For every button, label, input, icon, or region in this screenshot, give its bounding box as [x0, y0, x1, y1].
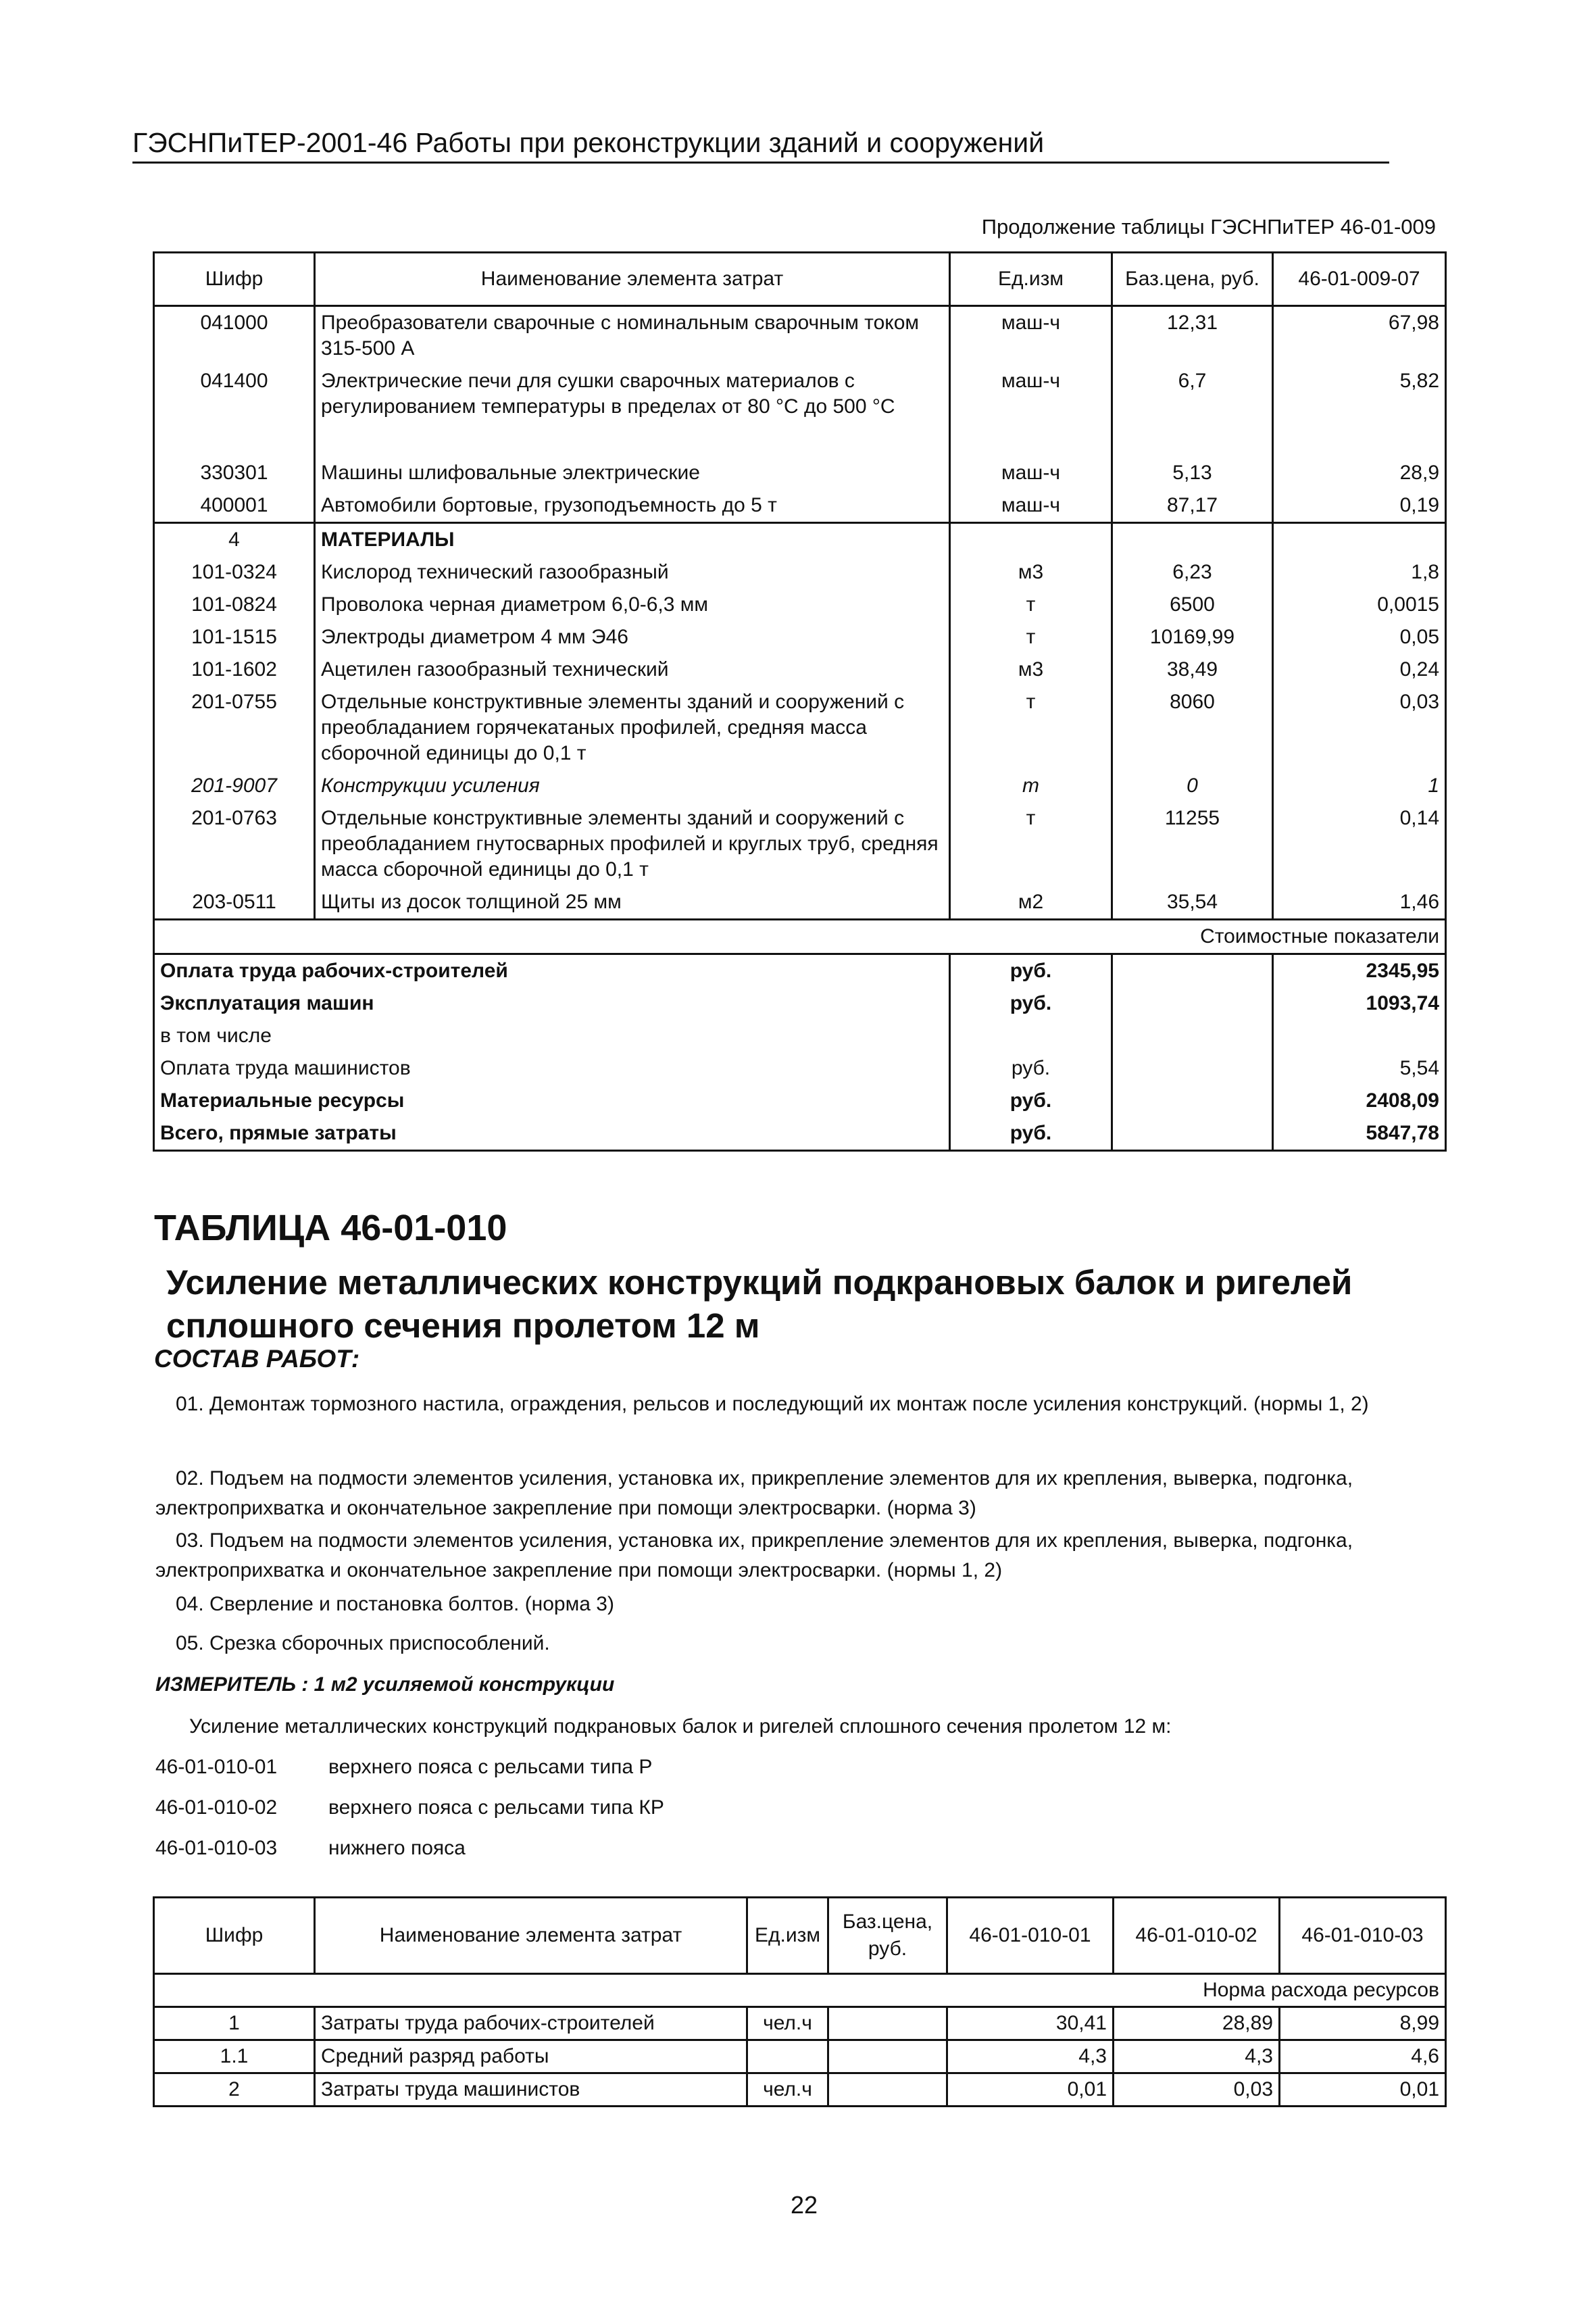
row-value-03: 0,01 [1280, 2073, 1446, 2107]
table-continuation-caption: Продолжение таблицы ГЭСНПиТЕР 46-01-009 [981, 215, 1436, 239]
row-unit: т [950, 621, 1112, 654]
total-name: Оплата труда машинистов [154, 1052, 950, 1085]
measure-value: 1 м2 усиляемой конструкции [314, 1673, 615, 1696]
row-price [828, 2040, 947, 2073]
row-value: 1 [1273, 770, 1446, 802]
row-unit: т [950, 802, 1112, 886]
row-name: Проволока черная диаметром 6,0-6,3 мм [315, 589, 950, 621]
totals-row [154, 987, 1446, 1020]
row-name: Ацетилен газообразный технический [315, 654, 950, 686]
row-price: 87,17 [1112, 489, 1273, 523]
row-name: Преобразователи сварочные с номинальным сварочным током 315-500 А [315, 306, 950, 366]
totals-row [154, 1085, 1446, 1117]
header-norm: 46-01-009-07 [1273, 253, 1446, 306]
row-code: 203-0511 [154, 886, 315, 920]
totals-row [154, 1117, 1446, 1151]
row-unit: маш-ч [950, 457, 1112, 489]
table-row [154, 489, 1446, 523]
norm-label: Норма расхода ресурсов [154, 1974, 1446, 2007]
row-code: 101-1602 [154, 654, 315, 686]
table-row [154, 365, 1446, 423]
table-spacer-row [154, 423, 1446, 457]
total-value [1273, 1020, 1446, 1052]
row-value-01: 4,3 [947, 2040, 1114, 2073]
row-price: 8060 [1112, 686, 1273, 770]
row-unit [747, 2040, 828, 2073]
row-value-01: 30,41 [947, 2007, 1114, 2040]
row-unit: маш-ч [950, 306, 1112, 366]
materials-section-row [154, 523, 1446, 557]
total-value: 1093,74 [1273, 987, 1446, 1020]
row-value: 0,05 [1273, 621, 1446, 654]
row-price: 11255 [1112, 802, 1273, 886]
variant-item [155, 1756, 652, 1779]
row-code: 041400 [154, 365, 315, 423]
row-value-03: 4,6 [1280, 2040, 1446, 2073]
row-name: Средний разряд работы [315, 2040, 747, 2073]
work-item: 01. Демонтаж тормозного настила, ограждения, рельсов и последующий их монтаж после усиления конструкций. (нормы 1, 2) [176, 1393, 1369, 1415]
totals-row [154, 1052, 1446, 1085]
header-name: Наименование элемента затрат [315, 253, 950, 306]
total-value: 2345,95 [1273, 954, 1446, 988]
total-unit: руб. [950, 1117, 1112, 1151]
work-item: 02. Подъем на подмости элементов усиления, установка их, прикрепление элементов для их крепления, выверка, подгонка, электроприхватка и окончательное закрепление при помощи электросварки. (норма 3) [155, 1467, 1353, 1519]
row-unit: т [950, 770, 1112, 802]
row-value-03: 8,99 [1280, 2007, 1446, 2040]
works-heading: СОСТАВ РАБОТ: [154, 1345, 360, 1373]
section-title: Усиление металлических конструкций подкрановых балок и ригелей сплошного сечения пролетом 12 м [166, 1263, 1353, 1345]
row-price: 5,13 [1112, 457, 1273, 489]
row-value: 1,46 [1273, 886, 1446, 920]
row-price: 10169,99 [1112, 621, 1273, 654]
row-unit: т [950, 686, 1112, 770]
row-value-02: 4,3 [1114, 2040, 1280, 2073]
table-row [154, 770, 1446, 802]
row-price [828, 2007, 947, 2040]
running-header: ГЭСНПиТЕР-2001-46 Работы при реконструкции зданий и сооружений [132, 127, 1389, 164]
row-unit: м3 [950, 556, 1112, 589]
table-row [154, 589, 1446, 621]
row-name: Кислород технический газообразный [315, 556, 950, 589]
measure-line [155, 1673, 614, 1696]
row-unit: м3 [950, 654, 1112, 686]
row-value: 1,8 [1273, 556, 1446, 589]
row-price: 35,54 [1112, 886, 1273, 920]
row-name: Затраты труда машинистов [315, 2073, 747, 2107]
row-name: Отдельные конструктивные элементы зданий и сооружений с преобладанием горячекатаных профилей, средняя масса сборочной единицы до 0,1 т [315, 686, 950, 770]
row-name: Электрические печи для сушки сварочных материалов с регулированием температуры в пределах от 80 °С до 500 °С [315, 365, 950, 423]
row-value: 0,0015 [1273, 589, 1446, 621]
row-unit: т [950, 589, 1112, 621]
totals-row [154, 1020, 1446, 1052]
header-unit: Ед.изм [950, 253, 1112, 306]
row-name: Электроды диаметром 4 мм Э46 [315, 621, 950, 654]
header-norm-03: 46-01-010-03 [1280, 1898, 1446, 1974]
variant-item [155, 1796, 664, 1819]
header-unit: Ед.изм [747, 1898, 828, 1974]
row-value: 0,24 [1273, 654, 1446, 686]
row-value-02: 0,03 [1114, 2073, 1280, 2107]
row-name: Машины шлифовальные электрические [315, 457, 950, 489]
resource-table-46-01-010 [153, 1896, 1447, 2107]
row-code: 101-0824 [154, 589, 315, 621]
total-name: Оплата труда рабочих-строителей [154, 954, 950, 988]
row-price: 38,49 [1112, 654, 1273, 686]
table-row [154, 457, 1446, 489]
row-value: 5,82 [1273, 365, 1446, 423]
row-name: Автомобили бортовые, грузоподъемность до 5 т [315, 489, 950, 523]
header-price: Баз.цена, руб. [1112, 253, 1273, 306]
table-header-row [154, 253, 1446, 306]
row-value: 0,19 [1273, 489, 1446, 523]
table-row [154, 621, 1446, 654]
table-row [154, 802, 1446, 886]
row-unit: м2 [950, 886, 1112, 920]
section-title: МАТЕРИАЛЫ [315, 523, 950, 557]
header-norm-01: 46-01-010-01 [947, 1898, 1114, 1974]
row-unit: маш-ч [950, 365, 1112, 423]
row-value: 28,9 [1273, 457, 1446, 489]
row-value-02: 28,89 [1114, 2007, 1280, 2040]
row-code: 330301 [154, 457, 315, 489]
row-value-01: 0,01 [947, 2073, 1114, 2107]
row-name: Отдельные конструктивные элементы зданий и сооружений с преобладанием гнутосварных профилей и круглых труб, средняя масса сборочной единицы до 0,1 т [315, 802, 950, 886]
row-price: 6,7 [1112, 365, 1273, 423]
row-code: 400001 [154, 489, 315, 523]
row-code: 041000 [154, 306, 315, 366]
row-code: 2 [154, 2073, 315, 2107]
total-unit: руб. [950, 954, 1112, 988]
total-value: 5,54 [1273, 1052, 1446, 1085]
row-name: Щиты из досок толщиной 25 мм [315, 886, 950, 920]
row-price: 12,31 [1112, 306, 1273, 366]
variant-name: верхнего пояса с рельсами типа КР [328, 1796, 664, 1819]
total-unit: руб. [950, 1085, 1112, 1117]
table-header-row [154, 1898, 1446, 1974]
row-unit: чел.ч [747, 2007, 828, 2040]
total-name: Всего, прямые затраты [154, 1117, 950, 1151]
variant-item [155, 1837, 466, 1860]
table-row [154, 2073, 1446, 2107]
resource-table-46-01-009 [153, 251, 1447, 1152]
total-name: Эксплуатация машин [154, 987, 950, 1020]
table-row [154, 556, 1446, 589]
row-name: Затраты труда рабочих-строителей [315, 2007, 747, 2040]
work-item: 05. Срезка сборочных приспособлений. [176, 1632, 550, 1654]
row-price: 0 [1112, 770, 1273, 802]
total-value: 2408,09 [1273, 1085, 1446, 1117]
table-row [154, 2040, 1446, 2073]
total-name: Материальные ресурсы [154, 1085, 950, 1117]
row-price [828, 2073, 947, 2107]
work-item: 03. Подъем на подмости элементов усиления, установка их, прикрепление элементов для их крепления, выверка, подгонка, электроприхватка и окончательное закрепление при помощи электросварки. (нормы 1, 2) [155, 1529, 1353, 1581]
row-value: 0,03 [1273, 686, 1446, 770]
row-code: 201-0763 [154, 802, 315, 886]
row-price: 6500 [1112, 589, 1273, 621]
total-value: 5847,78 [1273, 1117, 1446, 1151]
table-heading: ТАБЛИЦА 46-01-010 [154, 1208, 507, 1248]
table-row [154, 2007, 1446, 2040]
table-row [154, 686, 1446, 770]
variants-intro: Усиление металлических конструкций подкрановых балок и ригелей сплошного сечения пролетом 12 м: [189, 1715, 1172, 1738]
table-row [154, 306, 1446, 366]
row-unit: маш-ч [950, 489, 1112, 523]
cost-indicators-label: Стоимостные показатели [154, 920, 1446, 954]
row-code: 201-0755 [154, 686, 315, 770]
variant-code: 46-01-010-02 [155, 1796, 278, 1819]
totals-row [154, 954, 1446, 988]
cost-indicators-row [154, 920, 1446, 954]
norm-label-row [154, 1974, 1446, 2007]
page-number: 22 [790, 2191, 818, 2219]
row-value: 67,98 [1273, 306, 1446, 366]
header-price: Баз.цена, руб. [828, 1898, 947, 1974]
header-code: Шифр [154, 253, 315, 306]
row-value: 0,14 [1273, 802, 1446, 886]
total-unit: руб. [950, 987, 1112, 1020]
header-name: Наименование элемента затрат [315, 1898, 747, 1974]
row-code: 1.1 [154, 2040, 315, 2073]
section-code: 4 [154, 523, 315, 557]
total-name: в том числе [154, 1020, 950, 1052]
row-name: Конструкции усиления [315, 770, 950, 802]
header-norm-02: 46-01-010-02 [1114, 1898, 1280, 1974]
row-code: 1 [154, 2007, 315, 2040]
variant-name: нижнего пояса [328, 1837, 466, 1859]
variant-name: верхнего пояса с рельсами типа Р [328, 1756, 653, 1778]
total-unit [950, 1020, 1112, 1052]
header-code: Шифр [154, 1898, 315, 1974]
table-row [154, 886, 1446, 920]
work-item: 04. Сверление и постановка болтов. (норма 3) [176, 1593, 614, 1615]
row-code: 101-0324 [154, 556, 315, 589]
measure-label: ИЗМЕРИТЕЛЬ : [155, 1673, 309, 1696]
row-code: 201-9007 [154, 770, 315, 802]
row-unit: чел.ч [747, 2073, 828, 2107]
table-row [154, 654, 1446, 686]
total-unit: руб. [950, 1052, 1112, 1085]
variant-code: 46-01-010-01 [155, 1756, 278, 1778]
row-code: 101-1515 [154, 621, 315, 654]
row-price: 6,23 [1112, 556, 1273, 589]
variant-code: 46-01-010-03 [155, 1837, 278, 1859]
